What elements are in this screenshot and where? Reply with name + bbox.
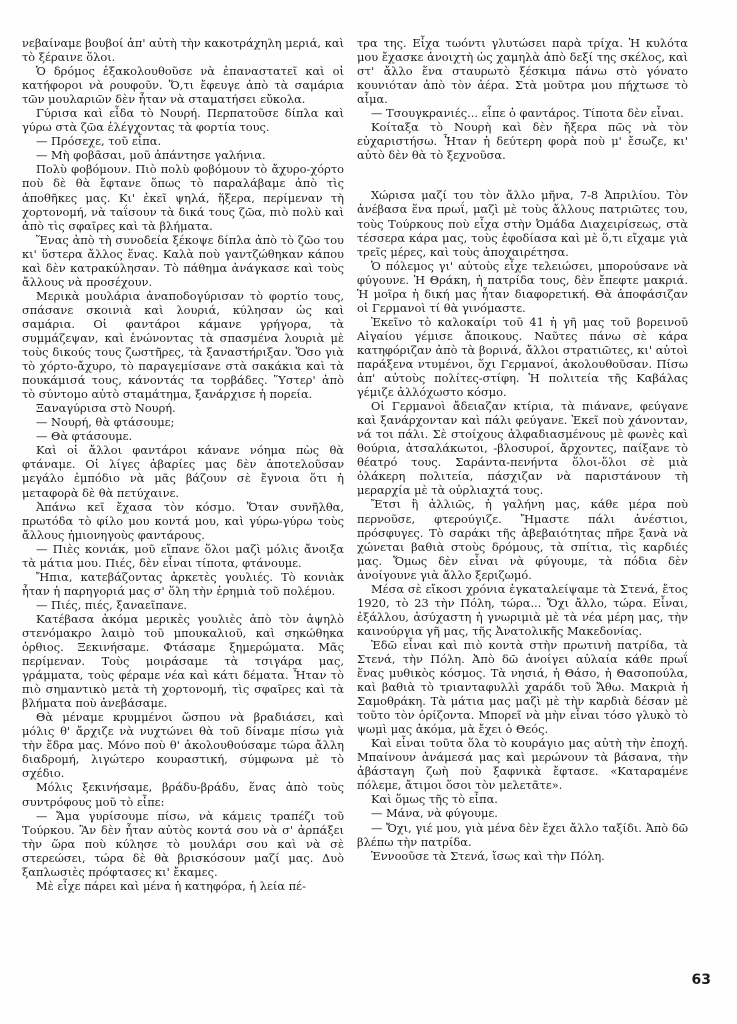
dialogue-line: — Νουρή, θὰ φτάσουμε;	[36, 415, 175, 430]
paragraph: Ξαναγύρισα στὸ Νουρή.	[36, 401, 176, 416]
paragraph: τρα της. Εἶχα τωόντι γλυτώσει παρὰ τρίχα. Ἡ κυλότα μου ἔχασκε ἀνοιχτὴ ὡς χαμηλὰ ἀπὸ δεξί της σκέλος, καὶ στ' ἄλλο ἕνα σταυρωτὸ ξέσκιμα πάνω στὸ γόνατο κουνιόταν ἀπὸ τὸν ἀέρα. Στὰ μοῦτρα μου πήχτωσε τὸ αἷμα.	[357, 36, 688, 107]
paragraph: Μερικὰ μουλάρια ἀναποδογύρισαν τὸ φορτίο τους, σπάσανε σκοινιὰ καὶ λουριά, κύλησαν ὡς καὶ σαμάρια. Οἱ φαντάροι κάμανε γρήγορα, τὰ συμμάζεψαν, καὶ ἑνώνοντας τὰ σπασμένα λουριὰ μὲ τοὺς δικούς τους ζωστῆρες, τὰ ξαναστήριξαν. Ὅσο γιὰ τὸ χόρτο-ἄχυρο, τὸ παραγεμίσανε στὰ σακάκια καὶ τὰ πουκάμισά τους, κάνοντάς τα τορβάδες. Ὕστερ' ἀπὸ τὸ σύντομο αὐτὸ σταμάτημα, ξανάρχισε ἡ πορεία.	[22, 288, 344, 402]
paragraph: Κατέβασα ἀκόμα μερικὲς γουλιὲς ἀπὸ τὸν ἀψηλὸ στενόμακρο λαιμὸ τοῦ μπουκαλιοῦ, καὶ σηκώθηκα ὀρθιος. Ξεκινήσαμε. Φτάσαμε ξημερώματα. Μᾶς περίμεναν. Τοὺς μοιράσαμε τὰ τσιγάρα μας, γράμματα, τοὺς φέραμε νέα καὶ κάτι δέματα. Ἦταν τὸ πιὸ σημαντικὸ μετὰ τὴ χορτονομή, τὶς σφαῖρες καὶ τὰ βλήματα ποὺ ἀνεβάσαμε.	[22, 611, 344, 711]
paragraph: Πολὺ φοβόμουν. Πιὸ πολὺ φοβόμουν τὸ ἄχυρο-χόρτο ποὺ δὲ θὰ ἔφτανε ὅπως τὸ παραλάβαμε ἀπὸ τὶς ἀποθῆκες μας. Κι' ἐκεῖ ψηλά, ἥξερα, περίμεναν τὴ χορτονομή, νὰ ταΐσουν τὰ δικά τους ζῶα, πιὸ πολὺ καὶ ἀπὸ τὶς σφαῖρες καὶ τὰ βλήματα.	[22, 162, 344, 233]
paragraph: Ἐδῶ εἶναι καὶ πιὸ κοντὰ στὴν πρωτινὴ πατρίδα, τὰ Στενά, τὴν Πόλη. Ἀπὸ δῶ ἀνοίγει αὐλαία κάθε πρωΐ ἕνας μυθικὸς κόσμος. Τὰ νησιά, ἡ Θάσο, ἡ Θασοπούλα, καὶ βαθιὰ τὸ τριανταφυλλὶ χαράδι τοῦ Ἄθω. Μακριὰ ἡ Σαμοθράκη. Τὰ μάτια μας μαζὶ μὲ τὴν καρδιὰ δέσαν μὲ τοῦτο τὸν ὁρίζοντα. Μπορεῖ νὰ μὴν εἶναι τόσο γλυκὸ τὸ ψωμὶ μας ἀκόμα, μὰ ἔχει ὁ Θεός.	[357, 637, 688, 737]
dialogue-line: — Πιές, πιές, ξαναεῖπανε.	[36, 597, 187, 612]
dialogue-line: — Πρόσεχε, τοῦ εἶπα.	[36, 134, 162, 149]
paragraph: Οἱ Γερμανοὶ ἄδειαζαν κτίρια, τὰ πιάνανε, φεύγανε καὶ ξανάρχονταν καὶ πάλι φεύγανε. Ἐκεῖ ποὺ χάνονταν, νά τοι πάλι. Σὲ στοίχους ἀλφαδιασμένους μὲ φωνὲς καὶ θούρια, ἀτσαλάκωτοι, -βλοσυροί, ἄρχοντες, παίξανε τὸ θέατρό τους. Σαράντα-πενήντα ὅλοι-ὅλοι σὲ μιὰ ὁλάκερη πολιτεία, πάσχιζαν νὰ παριστάνουν τὴ μεραρχία μὲ τὰ οὐρλιαχτά τους.	[357, 399, 688, 498]
dialogue-line: — Μάνα, νὰ φύγουμε.	[371, 806, 498, 821]
paragraph: Χώρισα μαζί του τὸν ἄλλο μῆνα, 7-8 Ἀπριλίου. Τὸν ἀνέβασα ἕνα πρωΐ, μαζὶ μὲ τοὺς ἄλλους πατριῶτες του, τοὺς Τούρκους ποὺ εἶχα στὴν Ὀμάδα Διαχειρίσεως, στὰ τέσσερα κάρα μας, τοὺς ἐφοδίασα καὶ μὲ ὅ,τι εἴχαμε γιὰ τρεῖς μέρες, καὶ τοὺς ἀποχαιρέτησα.	[357, 188, 688, 259]
paragraph: Ἔτσι ἢ ἀλλιῶς, ἡ γαλήνη μας, κάθε μέρα ποὺ περνοῦσε, φτερούγιζε. Ἤμαστε πάλι ἀνέστιοι, πρόσφυγες. Τὸ σαράκι τῆς ἀβεβαιότητας πῆρε ξανὰ νὰ χώνεται βαθιὰ στοὺς δρόμους, τὰ σπίτια, τὶς καρδιές μας. Ὅμως δὲν εἶναι νὰ φύγουμε, τὰ πόδια δὲν ἀνοίγουνε γιὰ ἄλλο ξεριζωμό.	[357, 497, 688, 582]
paragraph: Ὁ δρόμος ἐξακολουθοῦσε νὰ ἐπαναστατεῖ καὶ οἱ κατήφοροι νὰ ρουφοῦν. Ὅ,τι ἔφευγε ἀπὸ τὰ σαμάρια τῶν μουλαριῶν δὲν ἦταν νὰ σταματήσει εὔκολα.	[22, 64, 344, 107]
page-number: 63	[691, 972, 711, 988]
paragraph: Θὰ μέναμε κρυμμένοι ὥσπου νὰ βραδιάσει, καὶ μόλις θ' ἄρχιζε νὰ νυχτώνει θὰ τοῦ δίναμε πίσω γιὰ τὴν ἕδρα μας. Μόνο ποὺ θ' ἀκολουθούσαμε τώρα ἄλλη διαδρομή, λιγώτερο κουραστική, σύμφωνα μὲ τὸ σχέδιο.	[22, 710, 344, 781]
paragraph: Ἐκεῖνο τὸ καλοκαίρι τοῦ 41 ἡ γῆ μας τοῦ βορεινοῦ Αἰγαίου γέμισε ἄποικους. Ναῦτες πάνω σὲ κάρα κατηφόριζαν ἀπὸ τὰ βορινά, ἄλλοι στρατιῶτες, κι' αὐτοὶ παράξενα ντυμένοι, ὅχι Γερμανοί, ἀκολουθοῦσαν. Πίσω ἀπ' αὐτοὺς πολίτες-στίφη. Ἡ πολιτεία τῆς Καβάλας γέμιζε ἀλλόχωστο κόσμο.	[357, 314, 688, 400]
paragraph: Καὶ ὅμως τῆς τὸ εἶπα.	[371, 792, 498, 807]
paragraph: Κοίταξα τὸ Νουρὴ καὶ δὲν ἤξερα πῶς νὰ τὸν εὐχαριστήσω. Ἦταν ἡ δεύτερη φορὰ ποὺ μ' ἔσωζε, κι' αὐτὸ δὲν θὰ τὸ ξεχνοῦσα.	[357, 120, 688, 163]
right-text-column	[357, 36, 688, 863]
paragraph: Μόλις ξεκινήσαμε, βράδυ-βράδυ, ἕνας ἀπὸ τοὺς συντρόφους μοῦ τὸ εἶπε:	[22, 780, 344, 809]
dialogue-line: — Ὄχι, γιέ μου, γιὰ μένα δὲν ἔχει ἄλλο ταξίδι. Ἀπὸ δῶ βλέπω τὴν πατρίδα.	[357, 820, 688, 849]
paragraph: Ἐννοοῦσε τὰ Στενά, ἴσως καὶ τὴν Πόλη.	[371, 848, 605, 863]
paragraph: Μὲ εἶχε πάρει καὶ μένα ἡ κατηφόρα, ἡ λεία πέ-	[36, 878, 306, 893]
dialogue-line: — Μὴ φοβᾶσαι, μοῦ ἀπάντησε γαλήνια.	[36, 148, 266, 163]
paragraph: Γύρισα καὶ εἶδα τὸ Νουρή. Περπατοῦσε δίπλα καὶ γύρω στὰ ζῶα ἐλέγχοντας τὰ φορτία τους.	[22, 106, 344, 135]
paragraph: Ἕνας ἀπὸ τὴ συνοδεία ξέκοψε δίπλα ἀπὸ τὸ ζῶο του κι' ὕστερα ἄλλος ἕνας. Καλὰ ποὺ γαντζώθηκαν κάπου καὶ δὲν κατρακύλησαν. Τὸ πάθημα ἀνάγκασε καὶ τοὺς ἄλλους νὰ προσέχουν.	[22, 232, 344, 289]
paragraph: Ἤπια, κατεβάζοντας ἀρκετὲς γουλιές. Τὸ κονιὰκ ἦταν ἡ παρηγοριά μας σ' ὅλη τὴν ἐρημιὰ τοῦ πολέμου.	[22, 569, 344, 598]
dialogue-line: — Πιὲς κονιάκ, μοῦ εἴπανε ὅλοι μαζὶ μόλις ἄνοιξα τὰ μάτια μου. Πιές, δὲν εἶναι τίποτα, φτάνουμε.	[22, 541, 344, 570]
paragraph: νεβαίναμε βουβοί ἀπ' αὐτὴ τὴν κακοτράχηλη μεριά, καὶ τὸ ξέραινε ὅλοι.	[22, 36, 344, 65]
paragraph: Καὶ οἱ ἄλλοι φαντάροι κάνανε νόημα πὼς θὰ φτάναμε. Οἱ λίγες ἀβαρίες μας δὲν ἀποτελοῦσαν μεγάλο ἐμπόδιο νὰ μᾶς βάζουν σὲ ἔγνοια ὅτι ἡ μεταφορὰ δὲ θὰ πετύχαινε.	[22, 443, 344, 500]
paragraph: Ὁ πόλεμος γι' αὐτοὺς εἶχε τελειώσει, μπορούσανε νὰ φύγουνε. Ἡ Θράκη, ἡ πατρίδα τους, δὲν ἔπεφτε μακριά. Ἡ μοῖρα ἡ δική μας ἦταν διαφορετική. Θὰ ἀποφάσιζαν οἱ Γερμανοὶ τί θὰ γινόμαστε.	[357, 258, 688, 315]
dialogue-line: — Θὰ φτάσουμε.	[36, 429, 133, 444]
dialogue-line: — Ἄμα γυρίσουμε πίσω, νὰ κάμεις τραπέζι τοῦ Τούρκου. Ἂν δὲν ἦταν αὐτὸς κοντά σου νὰ σ' ἁρπάξει τὴν ὥρα ποὺ κύλησε τὸ μουλάρι σου καὶ νὰ σὲ στερεώσει, τώρα δὲ θὰ βρισκόσουν μαζί μας. Δυὸ ξαπλωσιὲς πρόφτασες κι' ἔκαμες.	[22, 808, 344, 879]
paragraph: Καὶ εἶναι τοῦτα ὅλα τὸ κουράγιο μας αὐτὴ τὴν ἐποχή. Μπαίνουν ἀνάμεσά μας καὶ μερώνουν τὰ βάσανα, τὴν ἀβάσταγη ζωὴ ποὺ ξαφνικὰ ἔφτασε. «Καταραμένε πόλεμε, ἄτιμοι ὅσοι τὸν μελετᾶτε».	[357, 736, 688, 793]
left-text-column	[22, 36, 344, 893]
dialogue-line: — Τσουγκρανιές... εἶπε ὁ φαντάρος. Τίποτα δὲν εἶναι.	[371, 106, 684, 121]
paragraph: Μέσα σὲ εἴκοσι χρόνια ἐγκαταλείψαμε τὰ Στενά, ἔτος 1920, τὸ 23 τὴν Πόλη, τώρα... Ὄχι ἄλλο, τώρα. Εἶναι, ἐξάλλου, ἀσύχαστη ἡ γνωριμιὰ μὲ τὰ νέα μέρη μας, τὴν καινούργια γῆ μας, τῆς Ἀνατολικῆς Μακεδονίας.	[357, 581, 688, 638]
paragraph: Ἀπάνω κεῖ ἔχασα τὸν κόσμο. Ὅταν συνῆλθα, πρωτόδα τὸ φίλο μου κοντά μου, καὶ γύρω-γύρω τοὺς ἄλλους ἠμιονηγοὺς φαντάρους.	[22, 499, 344, 542]
